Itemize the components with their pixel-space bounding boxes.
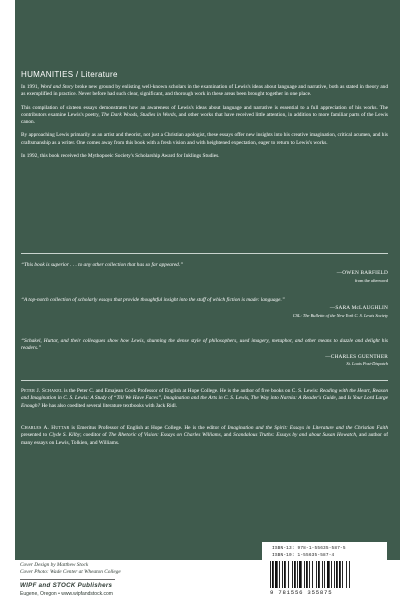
- barcode-bar: [312, 561, 313, 588]
- isbn-13: ISBN-13: 978-1-55635-587-5: [272, 546, 346, 551]
- category-label: HUMANITIES / Literature: [21, 70, 118, 79]
- barcode-bar: [270, 561, 271, 588]
- barcode-bar: [297, 561, 298, 588]
- isbn-barcode: [262, 542, 387, 596]
- reviewer-source: CSL: The Bulletin of the New York C. S. Lewis Society: [292, 312, 388, 318]
- publisher-address: Eugene, Oregon • www.wipfandstock.com: [20, 590, 113, 597]
- barcode-bar: [324, 561, 325, 588]
- cover-credits: [20, 562, 220, 597]
- barcode-bar: [275, 561, 278, 588]
- divider: [20, 579, 115, 580]
- book-description: [21, 84, 388, 166]
- barcode-bar: [282, 561, 283, 588]
- green-text-panel: [15, 0, 400, 560]
- description-paragraph-1: In 1991, Word and Story broke new ground by enlisting well-known scholars in the examination of Lewis's ideas about language and narrative, both as stated in theory and as exemplified in practice. Never before had such clear, significant, and thorough work in these areas been brought together in one place.: [21, 84, 388, 98]
- barcode-bar: [322, 561, 323, 588]
- barcode-bar: [304, 561, 305, 588]
- barcode-bar: [346, 561, 347, 588]
- reviewer-source: from the afterword: [354, 277, 388, 283]
- reviewer-name: —CHARLES GUENTHER: [325, 353, 388, 360]
- barcode-bar: [288, 561, 289, 588]
- barcode-bar: [336, 561, 338, 588]
- description-paragraph-3: By approaching Lewis primarily as an artist and theorist, not just a Christian apologist, these essays offer new insights into his creative imagination, critical acumen, and his craftsmanship as a writer. One comes away from this book with a fresh vision and with heightened expectation, eager to return to Lewis's works.: [21, 132, 388, 146]
- author-bio-schakel: Peter J. Schakel is the Peter C. and Emajean Cook Professor of English at Hope College. He is the author of five books on C. S. Lewis: Reading with the Heart, Reason and Imagination in C. S. Lewis: A Study of “Till We Have Faces”, Imagination and the Arts in C. S. Lewis, The Way into Narnia: A Reader's Guide, and Is Your Lord Large Enough? He has also coedited several literature textbooks with Jack Ridl.: [21, 388, 389, 409]
- barcode-bar: [299, 561, 302, 588]
- isbn-10: ISBN-10: 1-55635-587-4: [272, 553, 335, 558]
- barcode-bar: [294, 561, 296, 588]
- reviewer-source: St. Louis Post-Dispatch: [346, 360, 388, 366]
- review-quote-mclaughlin: “A top-notch collection of scholarly essays that provide thoughtful insight into the stuff of which fiction is made: language.” —SARA McLAUGHLIN CSL: The Bulletin of the New York C. S. Lewis Society: [21, 297, 388, 318]
- barcode-bar: [327, 561, 330, 588]
- divider: [21, 380, 388, 381]
- barcode-bar: [316, 561, 317, 588]
- barcode-bar: [342, 561, 343, 588]
- barcode-bar: [309, 561, 310, 588]
- description-paragraph-4: In 1992, this book received the Mythopoeic Society's Scholarship Award for Inklings Studies.: [21, 153, 220, 160]
- cover-design-credit: Cover Design by Matthew Stock: [20, 562, 89, 568]
- divider: [21, 253, 388, 254]
- barcode-bar: [349, 561, 350, 588]
- reviewer-name: —OWEN BARFIELD: [336, 270, 388, 277]
- barcode-bar: [279, 561, 280, 588]
- barcode-bar: [339, 561, 341, 588]
- barcode-bar: [306, 561, 308, 588]
- barcode-bar: [331, 561, 332, 588]
- barcode-bars: [270, 561, 378, 588]
- barcode-bar: [272, 561, 274, 588]
- cover-photo-credit: Cover Photo: Wade Center at Wheaton College: [20, 569, 121, 576]
- barcode-bar: [318, 561, 320, 588]
- reviewer-name: —SARA McLAUGHLIN: [329, 305, 388, 312]
- description-paragraph-2: This compilation of sixteen essays demonstrates how an awareness of Lewis's ideas about language and narrative is essential to a full appreciation of his works. The contributors examine Lewis's poetry, The Dark Woods, Studies in Words, and other works that have received little attention, in addition to more familiar parts of the Lewis canon.: [21, 104, 388, 126]
- barcode-bar: [334, 561, 335, 588]
- barcode-number: 9 781556 355875: [270, 589, 333, 596]
- publisher-name: WIPF and STOCK Publishers: [20, 582, 113, 590]
- review-quote-barfield: “This book is superior . . . to any other collection that has so far appeared.” —OWEN BARFIELD from the afterword: [21, 262, 388, 283]
- review-quote-guenther: “Schakel, Huttar, and their colleagues show how Lewis, shunning the dense style of philosophers, used imagery, metaphor, and other means to dazzle and delight his readers.” —CHARLES GUENTHER St. Louis Post-Dispatch: [21, 338, 388, 366]
- author-bio-huttar: Charles A. Huttar is Emeritus Professor of English at Hope College. He is the editor of Imagination and the Spirit: Essays in Literature and the Christian Faith presented to Clyde S. Kilby; coeditor of The Rhetoric of Vision: Essays on Charles Williams, and Scandalous Truths: Essays by and about Susan Howatch, and author of many essays on Lewis, Tolkien, and Williams.: [21, 425, 389, 446]
- barcode-bar: [292, 561, 293, 588]
- barcode-bar: [284, 561, 286, 588]
